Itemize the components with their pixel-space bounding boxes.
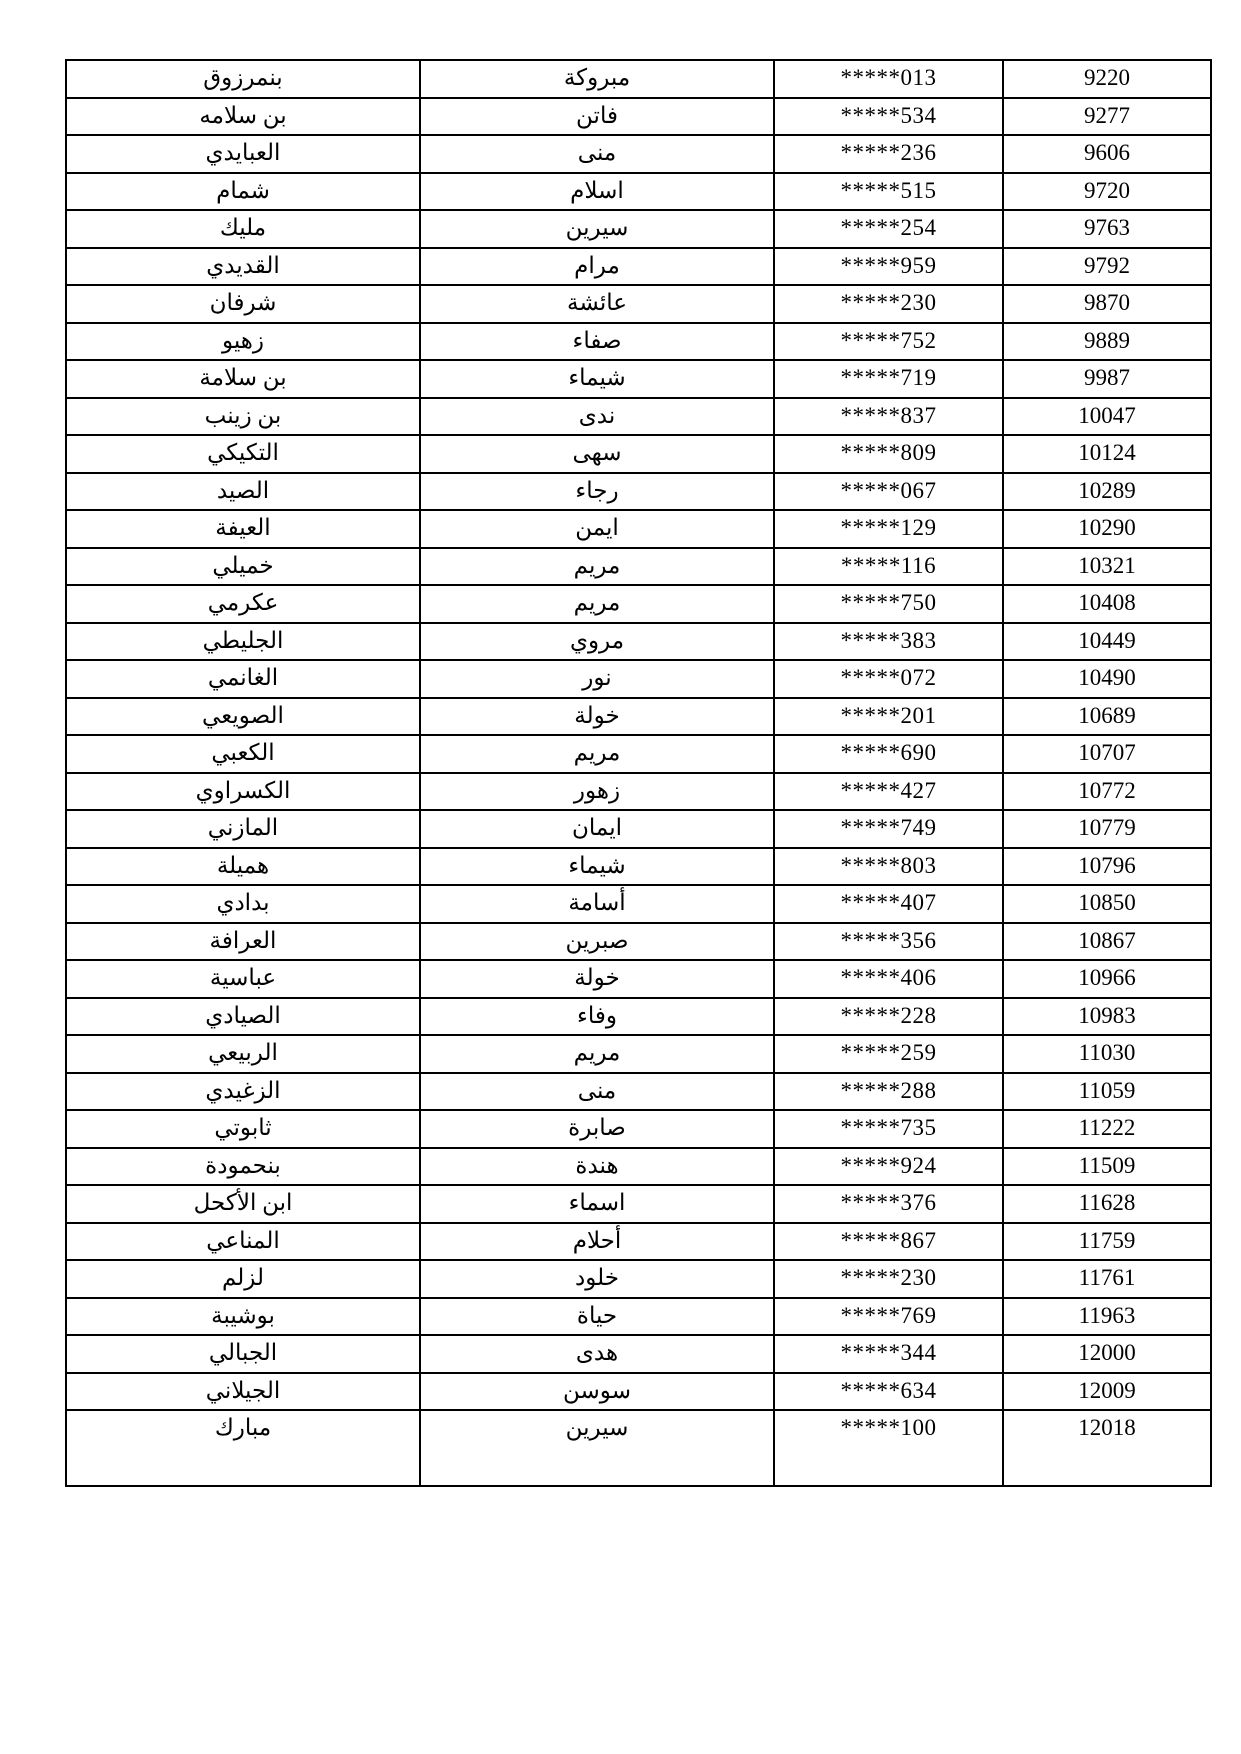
table-row — [66, 923, 1211, 961]
table-row — [66, 323, 1211, 361]
first-name-cell: هندة — [420, 1148, 774, 1186]
names-table — [65, 59, 1212, 1487]
table-row — [66, 810, 1211, 848]
table-row — [66, 1298, 1211, 1336]
masked-id-cell: *****230 — [774, 285, 1003, 323]
last-name-cell: العبايدي — [66, 135, 420, 173]
table-row — [66, 998, 1211, 1036]
last-name-cell: الجبالي — [66, 1335, 420, 1373]
masked-id-cell: *****344 — [774, 1335, 1003, 1373]
masked-id-cell: *****690 — [774, 735, 1003, 773]
first-name-cell: ايمان — [420, 810, 774, 848]
last-name-cell: التكيكي — [66, 435, 420, 473]
masked-id-cell: *****752 — [774, 323, 1003, 361]
first-name-cell: مروي — [420, 623, 774, 661]
masked-id-cell: *****129 — [774, 510, 1003, 548]
table-row — [66, 885, 1211, 923]
masked-id-cell: *****228 — [774, 998, 1003, 1036]
first-name-cell: منى — [420, 135, 774, 173]
last-name-cell: الجليطي — [66, 623, 420, 661]
number-cell: 11509 — [1003, 1148, 1211, 1186]
first-name-cell: مرام — [420, 248, 774, 286]
number-cell: 11628 — [1003, 1185, 1211, 1223]
masked-id-cell: *****750 — [774, 585, 1003, 623]
table-row — [66, 60, 1211, 98]
last-name-cell: الصيد — [66, 473, 420, 511]
table-row — [66, 1073, 1211, 1111]
number-cell: 10449 — [1003, 623, 1211, 661]
first-name-cell: ايمن — [420, 510, 774, 548]
number-cell: 10490 — [1003, 660, 1211, 698]
first-name-cell: وفاء — [420, 998, 774, 1036]
last-name-cell: الربيعي — [66, 1035, 420, 1073]
last-name-cell: ابن الأكحل — [66, 1185, 420, 1223]
table-row — [66, 135, 1211, 173]
last-name-cell: هميلة — [66, 848, 420, 886]
first-name-cell: سيرين — [420, 210, 774, 248]
table-row — [66, 173, 1211, 211]
masked-id-cell: *****719 — [774, 360, 1003, 398]
number-cell: 9870 — [1003, 285, 1211, 323]
number-cell: 10321 — [1003, 548, 1211, 586]
number-cell: 10408 — [1003, 585, 1211, 623]
first-name-cell: خولة — [420, 698, 774, 736]
number-cell: 9889 — [1003, 323, 1211, 361]
table-row — [66, 1260, 1211, 1298]
masked-id-cell: *****407 — [774, 885, 1003, 923]
first-name-cell: شيماء — [420, 848, 774, 886]
table-row — [66, 398, 1211, 436]
first-name-cell: صابرة — [420, 1110, 774, 1148]
first-name-cell: خولة — [420, 960, 774, 998]
masked-id-cell: *****924 — [774, 1148, 1003, 1186]
table-row — [66, 435, 1211, 473]
first-name-cell: خلود — [420, 1260, 774, 1298]
first-name-cell: زهور — [420, 773, 774, 811]
last-name-cell: الصويعي — [66, 698, 420, 736]
masked-id-cell: *****376 — [774, 1185, 1003, 1223]
masked-id-cell: *****013 — [774, 60, 1003, 98]
masked-id-cell: *****515 — [774, 173, 1003, 211]
first-name-cell: شيماء — [420, 360, 774, 398]
last-name-cell: بن سلامة — [66, 360, 420, 398]
masked-id-cell: *****837 — [774, 398, 1003, 436]
number-cell: 10796 — [1003, 848, 1211, 886]
masked-id-cell: *****259 — [774, 1035, 1003, 1073]
last-name-cell: الغانمي — [66, 660, 420, 698]
number-cell: 9220 — [1003, 60, 1211, 98]
last-name-cell: الصيادي — [66, 998, 420, 1036]
number-cell: 10289 — [1003, 473, 1211, 511]
number-cell: 10772 — [1003, 773, 1211, 811]
table-row — [66, 735, 1211, 773]
last-name-cell: شرفان — [66, 285, 420, 323]
number-cell: 11759 — [1003, 1223, 1211, 1261]
masked-id-cell: *****959 — [774, 248, 1003, 286]
last-name-cell: بنمرزوق — [66, 60, 420, 98]
first-name-cell: فاتن — [420, 98, 774, 136]
last-name-cell: الزغيدي — [66, 1073, 420, 1111]
masked-id-cell: *****406 — [774, 960, 1003, 998]
table-row — [66, 1223, 1211, 1261]
masked-id-cell: *****749 — [774, 810, 1003, 848]
masked-id-cell: *****634 — [774, 1373, 1003, 1411]
last-name-cell: بوشيبة — [66, 1298, 420, 1336]
table-row — [66, 1185, 1211, 1223]
masked-id-cell: *****735 — [774, 1110, 1003, 1148]
last-name-cell: لزلم — [66, 1260, 420, 1298]
number-cell: 11963 — [1003, 1298, 1211, 1336]
first-name-cell: ندى — [420, 398, 774, 436]
last-name-cell: المناعي — [66, 1223, 420, 1261]
table-row — [66, 473, 1211, 511]
table-row — [66, 698, 1211, 736]
number-cell: 12000 — [1003, 1335, 1211, 1373]
table-row — [66, 1335, 1211, 1373]
masked-id-cell: *****534 — [774, 98, 1003, 136]
masked-id-cell: *****116 — [774, 548, 1003, 586]
number-cell: 9720 — [1003, 173, 1211, 211]
number-cell: 11059 — [1003, 1073, 1211, 1111]
last-name-cell: العيفة — [66, 510, 420, 548]
last-name-cell: بدادي — [66, 885, 420, 923]
number-cell: 10707 — [1003, 735, 1211, 773]
last-name-cell: خميلي — [66, 548, 420, 586]
number-cell: 9792 — [1003, 248, 1211, 286]
table-row — [66, 848, 1211, 886]
last-name-cell: بن سلامه — [66, 98, 420, 136]
first-name-cell: اسلام — [420, 173, 774, 211]
number-cell: 10966 — [1003, 960, 1211, 998]
table-row — [66, 585, 1211, 623]
masked-id-cell: *****072 — [774, 660, 1003, 698]
last-name-cell: مليك — [66, 210, 420, 248]
last-name-cell: عباسية — [66, 960, 420, 998]
first-name-cell: أحلام — [420, 1223, 774, 1261]
masked-id-cell: *****427 — [774, 773, 1003, 811]
masked-id-cell: *****383 — [774, 623, 1003, 661]
last-name-cell: مبارك — [66, 1410, 420, 1486]
table-row — [66, 960, 1211, 998]
number-cell: 9763 — [1003, 210, 1211, 248]
first-name-cell: صفاء — [420, 323, 774, 361]
table-row — [66, 248, 1211, 286]
last-name-cell: بنحمودة — [66, 1148, 420, 1186]
first-name-cell: صبرين — [420, 923, 774, 961]
number-cell: 12018 — [1003, 1410, 1211, 1486]
number-cell: 10850 — [1003, 885, 1211, 923]
number-cell: 9277 — [1003, 98, 1211, 136]
masked-id-cell: *****236 — [774, 135, 1003, 173]
number-cell: 11761 — [1003, 1260, 1211, 1298]
first-name-cell: اسماء — [420, 1185, 774, 1223]
table-row — [66, 1110, 1211, 1148]
number-cell: 9606 — [1003, 135, 1211, 173]
table-row — [66, 623, 1211, 661]
first-name-cell: مبروكة — [420, 60, 774, 98]
last-name-cell: المازني — [66, 810, 420, 848]
last-name-cell: الكسراوي — [66, 773, 420, 811]
masked-id-cell: *****230 — [774, 1260, 1003, 1298]
first-name-cell: أسامة — [420, 885, 774, 923]
first-name-cell: سهى — [420, 435, 774, 473]
masked-id-cell: *****867 — [774, 1223, 1003, 1261]
table-row — [66, 285, 1211, 323]
number-cell: 11222 — [1003, 1110, 1211, 1148]
masked-id-cell: *****100 — [774, 1410, 1003, 1486]
last-name-cell: الكعبي — [66, 735, 420, 773]
table-row — [66, 1373, 1211, 1411]
number-cell: 11030 — [1003, 1035, 1211, 1073]
first-name-cell: مريم — [420, 585, 774, 623]
table-row — [66, 210, 1211, 248]
last-name-cell: شمام — [66, 173, 420, 211]
number-cell: 10124 — [1003, 435, 1211, 473]
last-name-cell: العرافة — [66, 923, 420, 961]
number-cell: 10047 — [1003, 398, 1211, 436]
masked-id-cell: *****809 — [774, 435, 1003, 473]
table-row — [66, 548, 1211, 586]
first-name-cell: منى — [420, 1073, 774, 1111]
table-row — [66, 1148, 1211, 1186]
table-row — [66, 660, 1211, 698]
first-name-cell: مريم — [420, 548, 774, 586]
first-name-cell: سيرين — [420, 1410, 774, 1486]
number-cell: 10290 — [1003, 510, 1211, 548]
table-row — [66, 1410, 1211, 1486]
masked-id-cell: *****067 — [774, 473, 1003, 511]
number-cell: 10867 — [1003, 923, 1211, 961]
table-row — [66, 510, 1211, 548]
first-name-cell: مريم — [420, 1035, 774, 1073]
first-name-cell: عائشة — [420, 285, 774, 323]
last-name-cell: القديدي — [66, 248, 420, 286]
first-name-cell: سوسن — [420, 1373, 774, 1411]
number-cell: 10779 — [1003, 810, 1211, 848]
number-cell: 10689 — [1003, 698, 1211, 736]
masked-id-cell: *****288 — [774, 1073, 1003, 1111]
table-body — [66, 60, 1211, 1486]
number-cell: 12009 — [1003, 1373, 1211, 1411]
masked-id-cell: *****803 — [774, 848, 1003, 886]
first-name-cell: هدى — [420, 1335, 774, 1373]
table-row — [66, 360, 1211, 398]
table-row — [66, 1035, 1211, 1073]
first-name-cell: رجاء — [420, 473, 774, 511]
masked-id-cell: *****201 — [774, 698, 1003, 736]
last-name-cell: زهيو — [66, 323, 420, 361]
masked-id-cell: *****356 — [774, 923, 1003, 961]
last-name-cell: الجيلاني — [66, 1373, 420, 1411]
masked-id-cell: *****254 — [774, 210, 1003, 248]
first-name-cell: مريم — [420, 735, 774, 773]
first-name-cell: نور — [420, 660, 774, 698]
number-cell: 9987 — [1003, 360, 1211, 398]
first-name-cell: حياة — [420, 1298, 774, 1336]
masked-id-cell: *****769 — [774, 1298, 1003, 1336]
last-name-cell: ثابوتي — [66, 1110, 420, 1148]
last-name-cell: بن زينب — [66, 398, 420, 436]
number-cell: 10983 — [1003, 998, 1211, 1036]
table-row — [66, 98, 1211, 136]
table-row — [66, 773, 1211, 811]
last-name-cell: عكرمي — [66, 585, 420, 623]
